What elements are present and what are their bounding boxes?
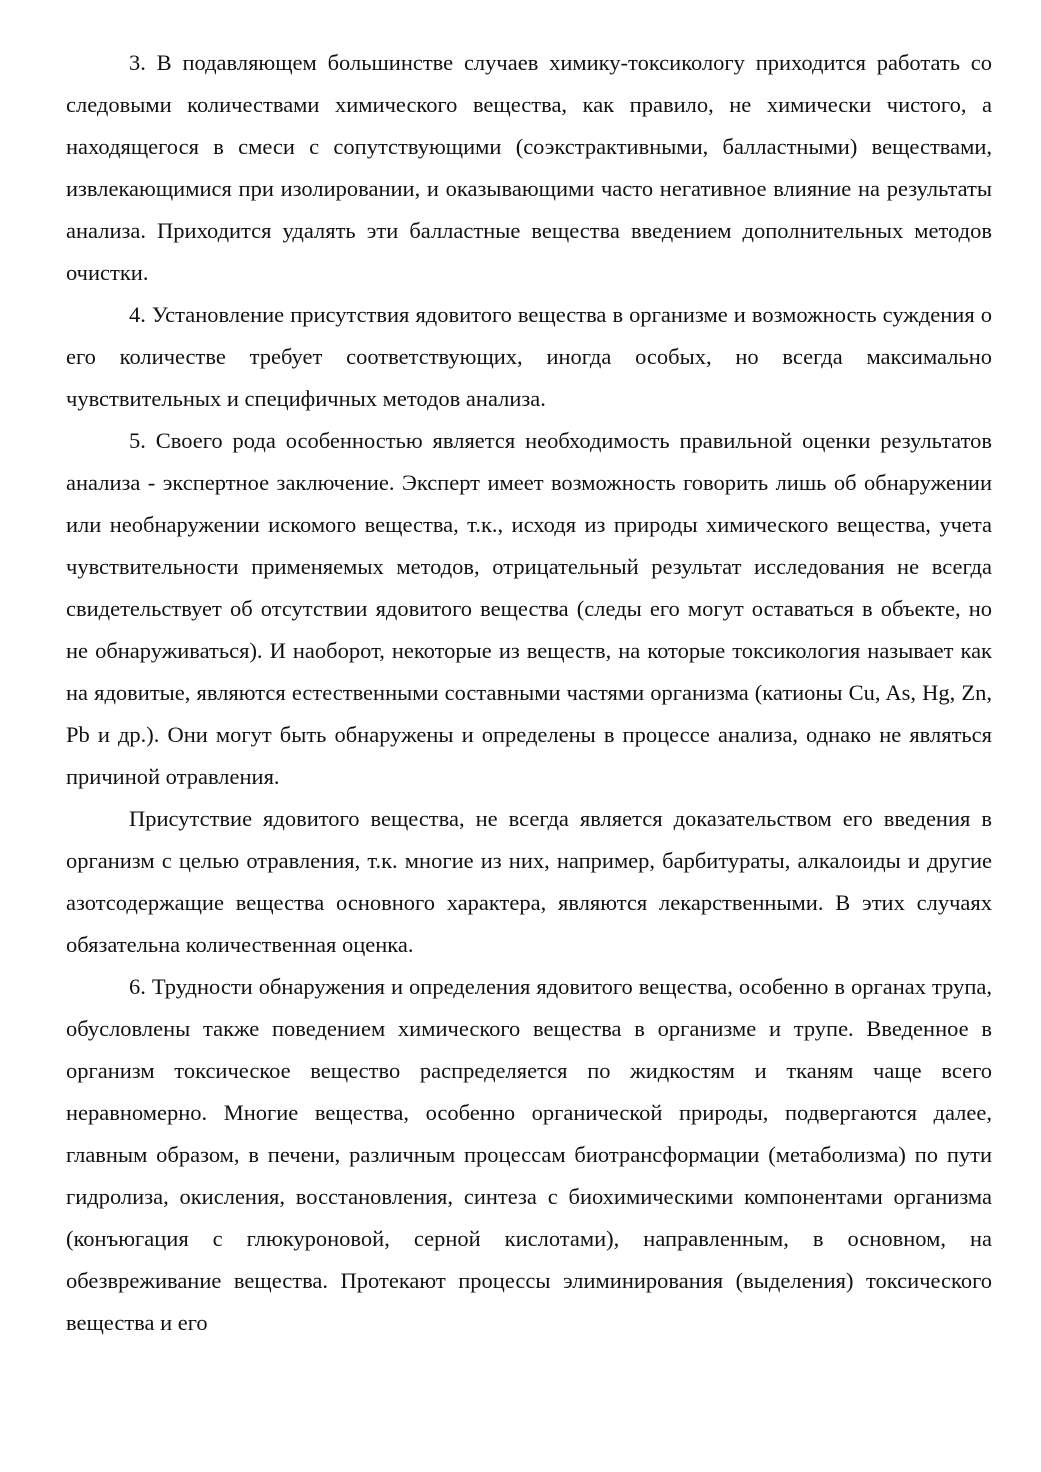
paragraph-item-5: 5. Своего рода особенностью является необходимость правильной оценки результатов анализа - экспертное заключение. Эксперт имеет возможность говорить лишь об обнаружении или необнаружении искомого вещества, т.к., исходя из природы химического вещества, учета чувствительности применяемых методов, отрицательный результат исследования не всегда свидетельствует об отсутствии ядовитого вещества (следы его могут оставаться в объекте, но не обнаруживаться). И наоборот, некоторые из веществ, на которые токсикология называет как на ядовитые, являются естественными составными частями организма (катионы Cu, As, Hg, Zn, Pb и др.). Они могут быть обнаружены и определены в процессе анализа, однако не являться причиной отравления.	[66, 428, 992, 789]
paragraph-presence: Присутствие ядовитого вещества, не всегда является доказательством его введения в организм с целью отравления, т.к. многие из них, например, барбитураты, алкалоиды и другие азотсодержащие вещества основного характера, являются лекарственными. В этих случаях обязательна количественная оценка.	[66, 806, 992, 957]
document-page	[66, 42, 992, 1344]
paragraph-item-3: 3. В подавляющем большинстве случаев химику-токсикологу приходится работать со следовыми количествами химического вещества, как правило, не химически чистого, а находящегося в смеси с сопутствующими (соэкстрактивными, балластными) веществами, извлекающимися при изолировании, и оказывающими часто негативное влияние на результаты анализа. Приходится удалять эти балластные вещества введением дополнительных методов очистки.	[66, 50, 992, 285]
paragraph-item-4: 4. Установление присутствия ядовитого вещества в организме и возможность суждения о его количестве требует соответствующих, иногда особых, но всегда максимально чувствительных и специфичных методов анализа.	[66, 302, 992, 411]
paragraph-item-6: 6. Трудности обнаружения и определения ядовитого вещества, особенно в органах трупа, обусловлены также поведением химического вещества в организме и трупе. Введенное в организм токсическое вещество распределяется по жидкостям и тканям чаще всего неравномерно. Многие вещества, особенно органической природы, подвергаются далее, главным образом, в печени, различным процессам биотрансформации (метаболизма) по пути гидролиза, окисления, восстановления, синтеза с биохимическими компонентами организма (конъюгация с глюкуроновой, серной кислотами), направленным, в основном, на обезвреживание вещества. Протекают процессы элиминирования (выделения) токсического вещества и его	[66, 974, 992, 1335]
